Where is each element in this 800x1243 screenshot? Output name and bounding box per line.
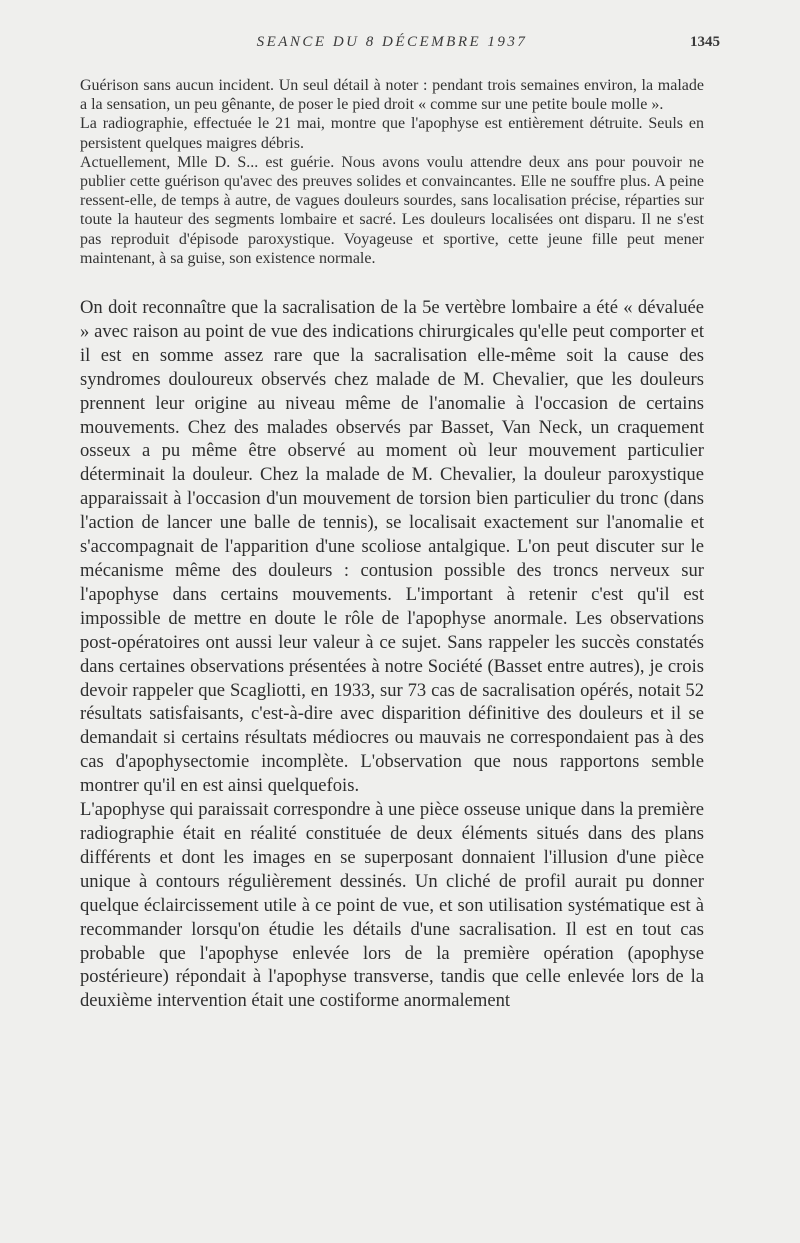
- running-title: SEANCE DU 8 DÉCEMBRE 1937: [256, 34, 528, 50]
- section-gap: [80, 268, 704, 296]
- paragraph-apophysis: L'apophyse qui paraissait correspondre à une pièce osseuse unique dans la première radiographie était en réalité constituée de deux éléments situés dans des plans différents et dont les images en se superposant donnaient l'illusion d'une pièce unique à contours régulièrement dessinés. Un cliché de profil aurait pu donner quelque éclaircissement utile à ce point de vue, et son utilisation systématique est à recommander lorsqu'on étudie les détails d'une sacralisation. Il est en tout cas probable que l'apophyse enlevée lors de la première opération (apophyse postérieure) répondait à l'apophyse transverse, tandis que celle enlevée lors de la deuxième intervention était une costiforme anormalement: [80, 799, 704, 1012]
- page-number: 1345: [690, 34, 720, 50]
- paragraph-discussion: On doit reconnaître que la sacralisation de la 5e vertèbre lombaire a été « dévaluée » avec raison au point de vue des indications chirurgicales qu'elle peut comporter et il est en somme assez rare que la sacralisation elle-même soit la cause des syndromes douloureux observés chez malade de M. Chevalier, que les douleurs prennent leur origine au niveau même de l'anomalie à l'occasion de certains mouvements. Chez des malades observés par Basset, Van Neck, un craquement osseux a pu même être observé au moment où leur mouvement particulier déterminait la douleur. Chez la malade de M. Chevalier, la douleur paroxystique apparaissait à l'occasion d'un mouvement de torsion bien particulier du tronc (dans l'action de lancer une balle de tennis), se localisait exactement sur l'anomalie et s'accompagnait de l'apparition d'une scoliose antalgique. L'on peut discuter sur le mécanisme même des douleurs : contusion possible des troncs nerveux sur l'apophyse dans certains mouvements. L'important à retenir c'est qu'il est impossible de mettre en doute le rôle de l'apophyse anormale. Les observations post-opératoires ont aussi leur valeur à ce sujet. Sans rappeler les succès constatés dans certaines observations présentées à notre Société (Basset entre autres), je crois devoir rappeler que Scagliotti, en 1933, sur 73 cas de sacralisation opérés, notait 52 résultats satisfaisants, c'est-à-dire avec disparition définitive des douleurs et il se demandait si certains résultats médiocres ou mauvais ne correspondaient pas à des cas d'apophysectomie incomplète. L'observation que nous rapportons semble montrer qu'il en est ainsi quelquefois.: [80, 297, 704, 797]
- discussion-section: [80, 296, 704, 1013]
- paragraph-healing: Guérison sans aucun incident. Un seul détail à noter : pendant trois semaines environ, la malade a la sensation, un peu gênante, de poser le pied droit « comme sur une petite boule molle ».: [80, 77, 704, 114]
- paragraph-current-state: Actuellement, Mlle D. S... est guérie. Nous avons voulu attendre deux ans pour pouvoir ne publier cette guérison qu'avec des preuves solides et convaincantes. Elle ne souffre plus. A peine ressent-elle, de temps à autre, de vagues douleurs sourdes, sans localisation précise, réparties sur toute la hauteur des segments lombaire et sacré. Les douleurs localisées ont disparu. Il ne s'est pas reproduit d'épisode paroxystique. Voyageuse et sportive, cette jeune fille peut mener maintenant, à sa guise, son existence normale.: [80, 153, 704, 267]
- page-header: [80, 34, 720, 58]
- case-report-section: [80, 76, 704, 268]
- paragraph-radiography: La radiographie, effectuée le 21 mai, montre que l'apophyse est entièrement détruite. Seuls en persistent quelques maigres débris.: [80, 115, 704, 152]
